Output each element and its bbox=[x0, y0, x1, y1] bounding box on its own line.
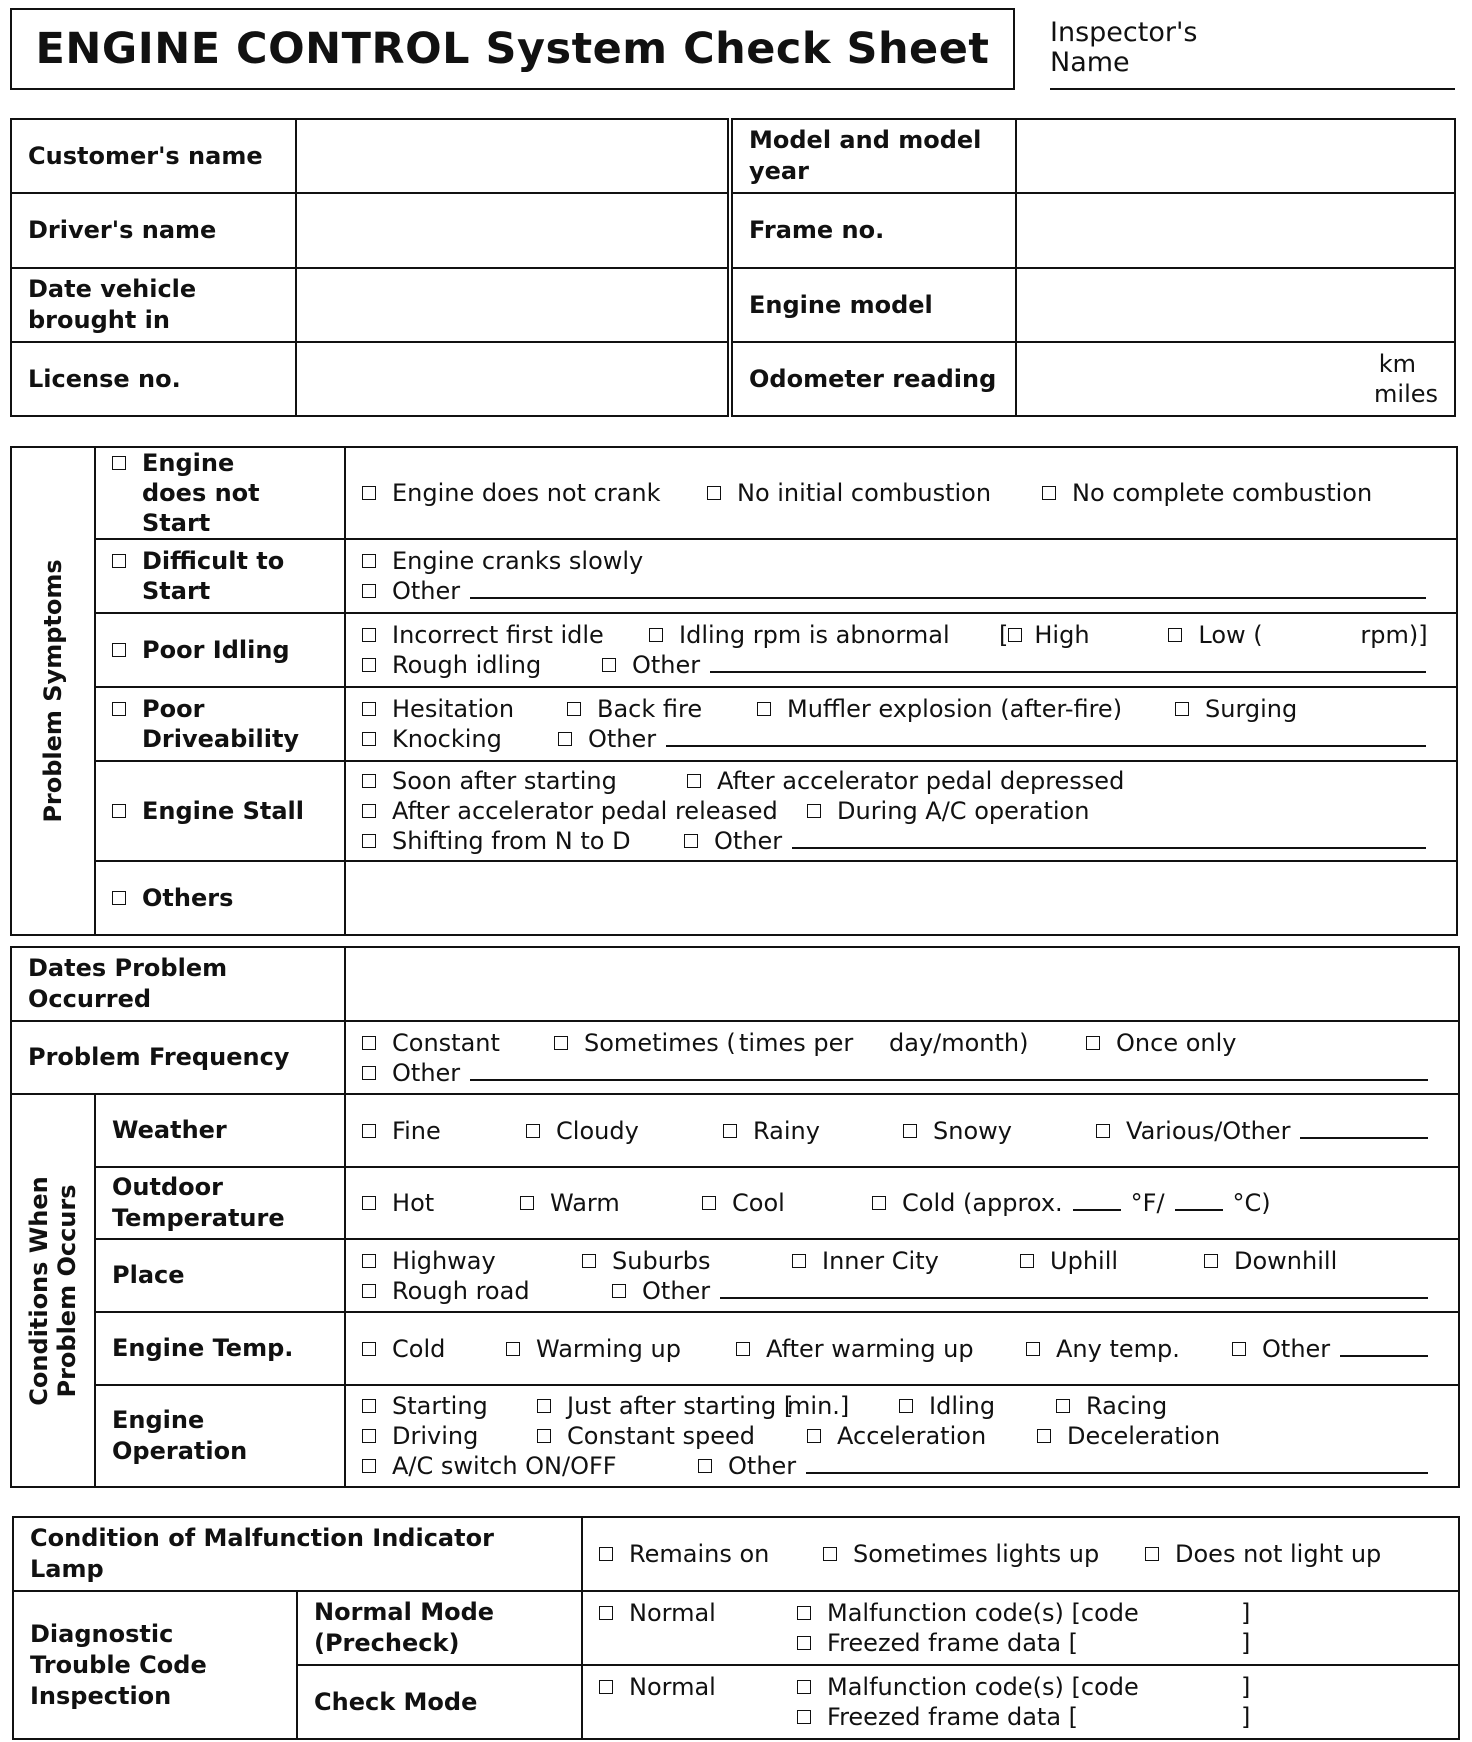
checkbox[interactable] bbox=[702, 1196, 716, 1210]
checkbox[interactable] bbox=[823, 1547, 837, 1561]
checkbox[interactable] bbox=[506, 1342, 520, 1356]
checkbox[interactable] bbox=[537, 1429, 551, 1443]
driver-name-field[interactable] bbox=[296, 193, 730, 268]
symptom-engine-does-not-start[interactable]: Engine does not Start bbox=[95, 447, 345, 539]
checkbox[interactable] bbox=[797, 1710, 811, 1724]
miles-unit: miles bbox=[1374, 380, 1438, 408]
dates-problem-occurred-label: Dates Problem Occurred bbox=[11, 947, 345, 1021]
conditions-heading: Conditions When Problem Occurs bbox=[11, 1094, 95, 1487]
checkbox[interactable] bbox=[362, 804, 376, 818]
mil-condition-label: Condition of Malfunction Indicator Lamp bbox=[13, 1517, 582, 1591]
option-sometimes-lights-up: Sometimes lights up bbox=[853, 1540, 1100, 1568]
conditions-table bbox=[10, 946, 1460, 1488]
symptom-poor-idling[interactable]: Poor Idling bbox=[95, 613, 345, 687]
option-during-ac-operation: During A/C operation bbox=[837, 797, 1090, 825]
other-line[interactable] bbox=[1300, 1123, 1428, 1139]
option-engine-does-not-crank: Engine does not crank bbox=[392, 479, 661, 507]
checkbox[interactable] bbox=[1008, 628, 1022, 642]
license-no-field[interactable] bbox=[296, 342, 730, 416]
checkbox[interactable] bbox=[362, 732, 376, 746]
weather-label: Weather bbox=[95, 1094, 345, 1167]
checkbox[interactable] bbox=[723, 1124, 737, 1138]
option-other: Other bbox=[714, 827, 783, 855]
checkbox[interactable] bbox=[362, 774, 376, 788]
other-line[interactable] bbox=[1340, 1341, 1428, 1357]
option-freezed-frame-data: Freezed frame data [ bbox=[827, 1703, 1079, 1731]
checkbox[interactable] bbox=[1204, 1254, 1218, 1268]
option-snowy: Snowy bbox=[933, 1116, 1012, 1145]
frame-no-field[interactable] bbox=[1016, 193, 1455, 268]
option-back-fire: Back fire bbox=[597, 695, 703, 723]
checkbox[interactable] bbox=[558, 732, 572, 746]
symptom-difficult-to-start[interactable]: Difficult to Start bbox=[95, 539, 345, 613]
customer-name-label: Customer's name bbox=[11, 119, 296, 193]
dates-problem-occurred-field[interactable] bbox=[345, 947, 1459, 1021]
option-constant-speed: Constant speed bbox=[567, 1422, 756, 1450]
problem-symptoms-table: Problem Symptoms Engine does not Start Engine does not crank No initial combustion No complete combustion Difficult to Start Engine cranks slowly Other Poor Idling Incorrect first idle Idling rpm is abnormal [ High Low ( rpm)] Rough idling Other Poor Driveability Hesitation Back fire Muffler explosion (after-fire) Surging Knocking Other Engine Stall Soon after starting After accelerator pedal depressed After accelerator pedal released During A/C operation Shifting from N to D Other Others bbox=[10, 446, 1458, 936]
option-surging: Surging bbox=[1205, 695, 1298, 723]
model-year-label: Model and model year bbox=[730, 119, 1016, 193]
close-bracket: ] bbox=[1241, 1673, 1251, 1701]
checkbox[interactable] bbox=[736, 1342, 750, 1356]
checkbox[interactable] bbox=[1096, 1124, 1110, 1138]
problem-symptoms-heading: Problem Symptoms bbox=[11, 447, 95, 935]
checkbox[interactable] bbox=[537, 1399, 551, 1413]
driver-name-label: Driver's name bbox=[11, 193, 296, 268]
option-acceleration: Acceleration bbox=[837, 1422, 987, 1450]
celsius-unit: °C) bbox=[1232, 1189, 1271, 1217]
checkbox[interactable] bbox=[582, 1254, 596, 1268]
checkbox[interactable] bbox=[599, 1606, 613, 1620]
option-cool: Cool bbox=[732, 1189, 785, 1217]
engine-model-label: Engine model bbox=[730, 268, 1016, 342]
checkbox[interactable] bbox=[599, 1547, 613, 1561]
option-rough-idling: Rough idling bbox=[392, 651, 542, 679]
checkbox[interactable] bbox=[112, 643, 126, 657]
checkbox[interactable] bbox=[899, 1399, 913, 1413]
license-no-label: License no. bbox=[11, 342, 296, 416]
option-constant: Constant bbox=[392, 1028, 500, 1057]
option-shifting-n-to-d: Shifting from N to D bbox=[392, 827, 631, 855]
option-idling-rpm-abnormal: Idling rpm is abnormal bbox=[679, 621, 950, 649]
date-brought-in-field[interactable] bbox=[296, 268, 730, 342]
option-no-initial-combustion: No initial combustion bbox=[737, 479, 992, 507]
option-inner-city: Inner City bbox=[822, 1246, 939, 1275]
option-ac-switch: A/C switch ON/OFF bbox=[392, 1452, 617, 1480]
checkbox[interactable] bbox=[112, 702, 126, 716]
checkbox[interactable] bbox=[362, 1429, 376, 1443]
checkbox[interactable] bbox=[1026, 1342, 1040, 1356]
engine-operation-label: Engine Operation bbox=[95, 1385, 345, 1487]
option-racing: Racing bbox=[1086, 1392, 1168, 1420]
option-warm: Warm bbox=[550, 1189, 620, 1217]
option-muffler-explosion: Muffler explosion (after-fire) bbox=[787, 695, 1123, 723]
checkbox[interactable] bbox=[362, 1036, 376, 1050]
odometer-label: Odometer reading bbox=[730, 342, 1016, 416]
times-per-label: times per bbox=[739, 1028, 854, 1057]
checkbox[interactable] bbox=[362, 1459, 376, 1473]
checkbox[interactable] bbox=[707, 486, 721, 500]
checkbox[interactable] bbox=[792, 1254, 806, 1268]
other-line[interactable] bbox=[710, 657, 1426, 673]
option-freezed-frame-data: Freezed frame data [ bbox=[827, 1629, 1079, 1657]
checkbox[interactable] bbox=[698, 1459, 712, 1473]
checkbox[interactable] bbox=[554, 1036, 568, 1050]
option-other: Other bbox=[392, 577, 461, 605]
option-warming-up: Warming up bbox=[536, 1334, 681, 1363]
option-no-complete-combustion: No complete combustion bbox=[1072, 479, 1373, 507]
other-line[interactable] bbox=[470, 583, 1426, 599]
option-various-other: Various/Other bbox=[1126, 1116, 1291, 1145]
others-field[interactable] bbox=[345, 861, 1457, 935]
checkbox[interactable] bbox=[112, 804, 126, 818]
option-suburbs: Suburbs bbox=[612, 1246, 711, 1275]
checkbox[interactable] bbox=[362, 628, 376, 642]
option-after-pedal-depressed: After accelerator pedal depressed bbox=[717, 767, 1125, 795]
customer-name-field[interactable] bbox=[296, 119, 730, 193]
checkbox[interactable] bbox=[1175, 702, 1189, 716]
place-label: Place bbox=[95, 1239, 345, 1312]
checkbox[interactable] bbox=[797, 1636, 811, 1650]
option-normal: Normal bbox=[629, 1599, 716, 1627]
other-line[interactable] bbox=[470, 1065, 1428, 1081]
option-malfunction-codes: Malfunction code(s) [code bbox=[827, 1673, 1139, 1701]
fahrenheit-unit: °F/ bbox=[1130, 1189, 1165, 1217]
checkbox[interactable] bbox=[526, 1124, 540, 1138]
option-hot: Hot bbox=[392, 1189, 435, 1217]
normal-mode-label: Normal Mode (Precheck) bbox=[297, 1591, 582, 1665]
checkbox[interactable] bbox=[757, 702, 771, 716]
inspector-name-field[interactable] bbox=[1050, 18, 1455, 90]
option-other: Other bbox=[392, 1058, 461, 1087]
option-high: High bbox=[1034, 621, 1090, 649]
option-sometimes: Sometimes ( bbox=[584, 1028, 736, 1057]
option-downhill: Downhill bbox=[1234, 1246, 1338, 1275]
other-line[interactable] bbox=[792, 833, 1426, 849]
checkbox[interactable] bbox=[797, 1606, 811, 1620]
symptom-poor-driveability[interactable]: Poor Driveability bbox=[95, 687, 345, 761]
option-fine: Fine bbox=[392, 1116, 441, 1145]
option-after-pedal-released: After accelerator pedal released bbox=[392, 797, 778, 825]
date-brought-in-label: Date vehicle brought in bbox=[11, 268, 296, 342]
dtc-inspection-label: Diagnostic Trouble Code Inspection bbox=[13, 1591, 297, 1739]
option-soon-after-starting: Soon after starting bbox=[392, 767, 617, 795]
checkbox[interactable] bbox=[1086, 1036, 1100, 1050]
option-other: Other bbox=[642, 1276, 711, 1305]
checkbox[interactable] bbox=[684, 834, 698, 848]
option-incorrect-first-idle: Incorrect first idle bbox=[392, 621, 604, 649]
checkbox[interactable] bbox=[1056, 1399, 1070, 1413]
engine-temp-label: Engine Temp. bbox=[95, 1312, 345, 1385]
option-engine-cranks-slowly: Engine cranks slowly bbox=[392, 547, 644, 575]
symptom-engine-stall[interactable]: Engine Stall bbox=[95, 761, 345, 861]
checkbox[interactable] bbox=[612, 1284, 626, 1298]
km-unit: km bbox=[1378, 350, 1416, 378]
checkbox[interactable] bbox=[112, 456, 126, 470]
celsius-blank[interactable] bbox=[1175, 1195, 1223, 1211]
checkbox[interactable] bbox=[362, 702, 376, 716]
option-does-not-light-up: Does not light up bbox=[1175, 1540, 1382, 1568]
day-month-label: day/month) bbox=[889, 1028, 1029, 1057]
close-bracket: ] bbox=[1241, 1599, 1251, 1627]
mil-dtc-table bbox=[12, 1516, 1460, 1740]
engine-model-field[interactable] bbox=[1016, 268, 1455, 342]
checkbox[interactable] bbox=[362, 584, 376, 598]
vehicle-info-table bbox=[10, 118, 1456, 417]
checkbox[interactable] bbox=[362, 658, 376, 672]
option-starting: Starting bbox=[392, 1392, 488, 1420]
option-cold-approx: Cold (approx. bbox=[902, 1189, 1063, 1217]
inspector-name-label: Inspector's Name bbox=[1050, 17, 1198, 78]
checkbox[interactable] bbox=[599, 1680, 613, 1694]
close-bracket: ] bbox=[1241, 1703, 1251, 1731]
option-other: Other bbox=[728, 1452, 797, 1480]
checkbox[interactable] bbox=[797, 1680, 811, 1694]
checkbox[interactable] bbox=[602, 658, 616, 672]
rpm-label: rpm)] bbox=[1360, 621, 1428, 649]
option-driving: Driving bbox=[392, 1422, 479, 1450]
option-just-after-starting: Just after starting [ bbox=[567, 1392, 794, 1420]
option-after-warming-up: After warming up bbox=[766, 1334, 974, 1363]
checkbox[interactable] bbox=[649, 628, 663, 642]
checkbox[interactable] bbox=[567, 702, 581, 716]
option-other: Other bbox=[632, 651, 701, 679]
checkbox[interactable] bbox=[112, 554, 126, 568]
option-any-temp: Any temp. bbox=[1056, 1334, 1180, 1363]
symptom-others[interactable]: Others bbox=[95, 861, 345, 935]
option-uphill: Uphill bbox=[1050, 1246, 1119, 1275]
checkbox[interactable] bbox=[1020, 1254, 1034, 1268]
option-other: Other bbox=[1262, 1334, 1331, 1363]
option-remains-on: Remains on bbox=[629, 1540, 770, 1568]
checkbox[interactable] bbox=[112, 891, 126, 905]
option-cloudy: Cloudy bbox=[556, 1116, 639, 1145]
option-hesitation: Hesitation bbox=[392, 695, 515, 723]
problem-frequency-label: Problem Frequency bbox=[11, 1021, 345, 1094]
option-rough-road: Rough road bbox=[392, 1276, 530, 1305]
checkbox[interactable] bbox=[807, 804, 821, 818]
outdoor-temperature-label: Outdoor Temperature bbox=[95, 1167, 345, 1239]
page-title: ENGINE CONTROL System Check Sheet bbox=[10, 8, 1015, 90]
checkbox[interactable] bbox=[362, 1342, 376, 1356]
checkbox[interactable] bbox=[1232, 1342, 1246, 1356]
other-line[interactable] bbox=[666, 731, 1426, 747]
fahrenheit-blank[interactable] bbox=[1073, 1195, 1121, 1211]
option-rainy: Rainy bbox=[753, 1116, 820, 1145]
option-normal: Normal bbox=[629, 1673, 716, 1701]
close-bracket: ] bbox=[1241, 1629, 1251, 1657]
checkbox[interactable] bbox=[687, 774, 701, 788]
checkbox[interactable] bbox=[807, 1429, 821, 1443]
checkbox[interactable] bbox=[1145, 1547, 1159, 1561]
option-idling: Idling bbox=[929, 1392, 996, 1420]
option-highway: Highway bbox=[392, 1246, 496, 1275]
checkbox[interactable] bbox=[1037, 1429, 1051, 1443]
other-line[interactable] bbox=[806, 1458, 1428, 1474]
checkbox[interactable] bbox=[362, 834, 376, 848]
min-label: min.] bbox=[787, 1392, 850, 1420]
option-low: Low ( bbox=[1198, 621, 1263, 649]
option-other: Other bbox=[588, 725, 657, 753]
option-deceleration: Deceleration bbox=[1067, 1422, 1221, 1450]
checkbox[interactable] bbox=[520, 1196, 534, 1210]
checkbox[interactable] bbox=[362, 1196, 376, 1210]
checkbox[interactable] bbox=[362, 1254, 376, 1268]
checkbox[interactable] bbox=[362, 1399, 376, 1413]
frame-no-label: Frame no. bbox=[730, 193, 1016, 268]
option-cold: Cold bbox=[392, 1334, 446, 1363]
option-malfunction-codes: Malfunction code(s) [code bbox=[827, 1599, 1139, 1627]
checkbox[interactable] bbox=[362, 1066, 376, 1080]
checkbox[interactable] bbox=[872, 1196, 886, 1210]
option-once-only: Once only bbox=[1116, 1028, 1237, 1057]
checkbox[interactable] bbox=[362, 1284, 376, 1298]
checkbox[interactable] bbox=[1168, 628, 1182, 642]
model-year-field[interactable] bbox=[1016, 119, 1455, 193]
check-mode-label: Check Mode bbox=[297, 1665, 582, 1739]
option-knocking: Knocking bbox=[392, 725, 502, 753]
checkbox[interactable] bbox=[362, 486, 376, 500]
other-line[interactable] bbox=[720, 1283, 1428, 1299]
odometer-field[interactable] bbox=[1016, 342, 1455, 416]
checkbox[interactable] bbox=[362, 1124, 376, 1138]
checkbox[interactable] bbox=[362, 554, 376, 568]
checkbox[interactable] bbox=[1042, 486, 1056, 500]
checkbox[interactable] bbox=[903, 1124, 917, 1138]
